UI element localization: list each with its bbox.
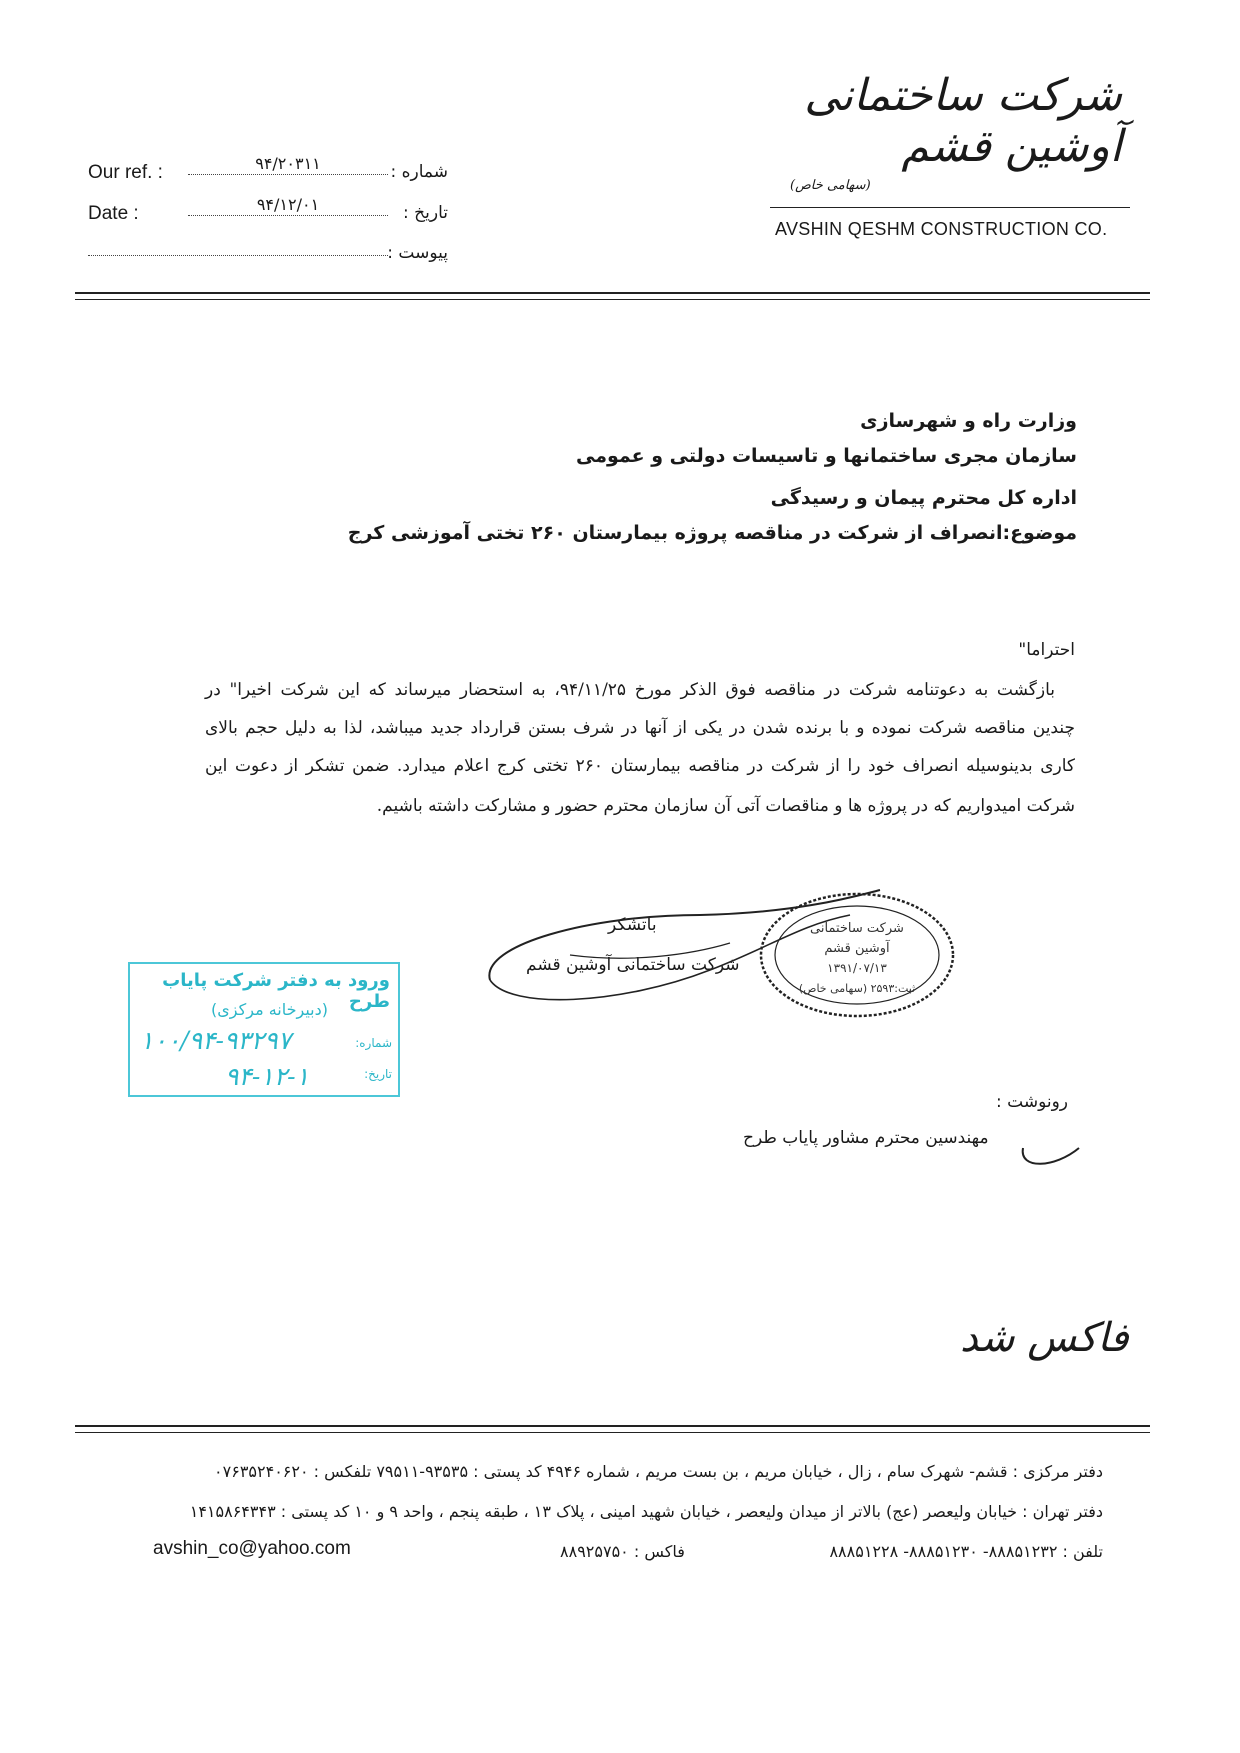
body-line-1: بازگشت به دعوتنامه شرکت در مناقصه فوق الذکر مورخ ۹۴/۱۱/۲۵، به استحضار میرساند که این شرکت اخیرا" در: [205, 680, 1055, 700]
cc-label: رونوشت :: [996, 1092, 1069, 1112]
header-rule-thin: [75, 299, 1150, 300]
ref-attachment-row: [88, 243, 448, 273]
header-rule-thick: [75, 292, 1150, 294]
logo-divider: [770, 207, 1130, 208]
footer-rule-thick: [75, 1425, 1150, 1427]
received-stamp-subtitle: (دبیرخانه مرکزی): [211, 1000, 328, 1019]
ref-date-label-fa: تاریخ :: [403, 203, 448, 223]
footer-rule-thin: [75, 1432, 1150, 1433]
company-seal: [757, 890, 957, 1020]
body-line-4: شرکت امیدواریم که در پروژه ها و مناقصات آتی آن سازمان محترم حضور و مشارکت داشته باشیم.: [376, 796, 1075, 816]
company-name-en: AVSHIN QESHM CONSTRUCTION CO.: [775, 219, 1108, 239]
ref-number-label-en: Our ref. :: [88, 162, 163, 183]
addressee-department: اداره کل محترم پیمان و رسیدگی: [770, 487, 1077, 509]
cc-initial-mark: [1015, 1130, 1085, 1175]
addressee-organization: سازمان مجری ساختمانها و تاسیسات دولتی و عمومی: [576, 445, 1077, 467]
received-stamp-date-label: تاریخ:: [364, 1067, 392, 1081]
salutation: احتراما": [1018, 640, 1075, 660]
company-logo-fa: شرکت ساختمانی آوشین قشم: [804, 70, 1122, 172]
svg-text:آوشین قشم: آوشین قشم: [824, 941, 890, 956]
ref-number-dots: [188, 174, 388, 175]
ref-number-value: ۹۴/۲۰۳۱۱: [255, 154, 321, 173]
received-stamp: [128, 962, 400, 1097]
ref-number-row: [88, 154, 448, 192]
svg-text:۱۳۹۱/۰۷/۱۳: ۱۳۹۱/۰۷/۱۳: [827, 961, 887, 975]
received-stamp-number: ۱۰۰/۹۴-۹۳۲۹۷: [140, 1026, 292, 1055]
footer-phone: تلفن : ۸۸۸۵۱۲۳۲- ۸۸۸۵۱۲۳۰- ۸۸۸۵۱۲۲۸: [829, 1542, 1103, 1561]
body-line-3: کاری بدینوسیله انصراف خود را از شرکت در مناقصه بیمارستان ۲۶۰ تختی کرج اعلام میدارد. ضمن تشکر از دعوت این: [205, 756, 1075, 776]
signature-company: شرکت ساختمانی آوشین قشم: [526, 955, 740, 975]
svg-text:شرکت ساختمانی: شرکت ساختمانی: [810, 921, 904, 936]
ref-attachment-label-fa: پیوست :: [387, 243, 448, 263]
svg-text:(سهامی خاص) ثبت:۲۵۹۳: (سهامی خاص) ثبت:۲۵۹۳: [798, 982, 916, 995]
ref-date-label-en: Date :: [88, 203, 139, 224]
letter-subject: موضوع:انصراف از شرکت در مناقصه پروژه بیمارستان ۲۶۰ تختی آموزشی کرج: [347, 522, 1077, 544]
footer-fax: فاکس : ۸۸۹۲۵۷۵۰: [560, 1542, 685, 1561]
closing-thanks: باتشکر: [608, 915, 657, 935]
handwritten-fax-note: فاکس شد: [960, 1315, 1129, 1361]
footer-tehran-office: دفتر تهران : خیابان ولیعصر (عج) بالاتر از میدان ولیعصر ، خیابان شهید امینی ، پلاک ۱۳ ، طبقه پنجم ، واحد ۹ و ۱۰ کد پستی : ۱۴۱۵۸۶۴۳۴۳: [189, 1502, 1103, 1521]
body-line-2: چندین مناقصه شرکت نموده و با برنده شدن در یکی از آنها در شرف بستن قرارداد جدید میباشد، لذا به دلیل حجم بالای: [205, 718, 1075, 738]
addressee-ministry: وزارت راه و شهرسازی: [860, 410, 1077, 432]
cc-recipient: مهندسین محترم مشاور پایاب طرح: [743, 1128, 989, 1148]
received-stamp-title: ورود به دفتر شرکت پایاب طرح: [162, 970, 390, 1012]
ref-number-label-fa: شماره :: [390, 162, 448, 182]
ref-date-dots: [188, 215, 388, 216]
footer-email[interactable]: avshin_co@yahoo.com: [153, 1538, 351, 1559]
footer-central-office: دفتر مرکزی : قشم- شهرک سام ، زال ، خیابان مریم ، بن بست مریم ، شماره ۴۹۴۶ کد پستی : ۹۳۵۳۵-۷۹۵۱۱ تلفکس : ۰۷۶۳۵۲۴۰۶۲۰: [214, 1462, 1103, 1481]
received-stamp-number-label: شماره:: [355, 1036, 392, 1050]
ref-date-row: [88, 195, 448, 233]
company-type: (سهامی خاص): [790, 178, 871, 193]
received-stamp-date: ۹۴-۱۲-۱: [225, 1062, 310, 1091]
ref-date-value: ۹۴/۱۲/۰۱: [256, 195, 320, 214]
ref-attachment-dots: [88, 255, 388, 256]
